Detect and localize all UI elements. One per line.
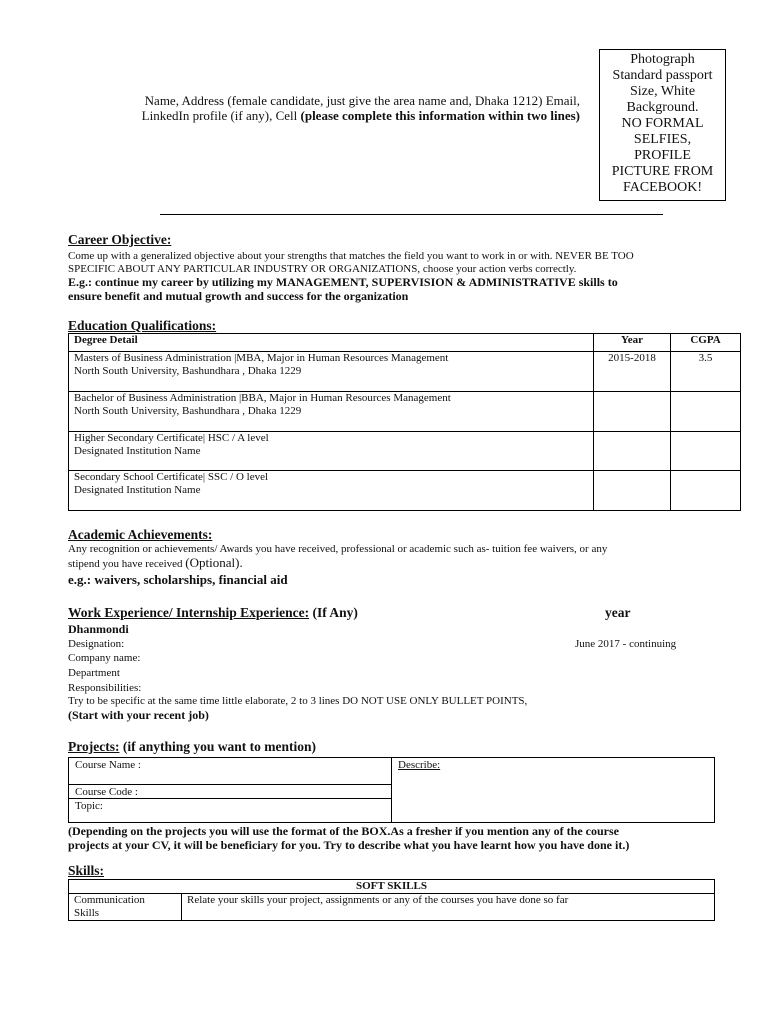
academic-example: e.g.: waivers, scholarships, financial aid (68, 572, 288, 587)
project-divider-vertical (391, 758, 392, 822)
work-designation: Designation: (68, 638, 125, 650)
contact-line-1: Name, Address (female candidate, just give the area name and, Dhaka 1212) Email, (144, 93, 580, 108)
academic-line-2 (68, 556, 748, 571)
degree-title: Bachelor of Business Administration |BBA, Major in Human Resources Management (74, 392, 451, 404)
topic-label: Topic: (75, 800, 103, 812)
degree-cgpa (671, 471, 741, 511)
photo-line: Size, White (629, 84, 696, 99)
education-heading: Education Qualifications: (68, 318, 217, 333)
work-year-label: year (605, 605, 631, 620)
career-example-line-1: E.g.: continue my career by utilizing my MANAGEMENT, SUPERVISION & ADMINISTRATIVE skills to (68, 275, 618, 289)
degree-cgpa: 3.5 (671, 352, 741, 392)
degree-institution: Designated Institution Name (74, 445, 201, 457)
col-degree: Degree Detail (69, 334, 594, 352)
degree-institution: Designated Institution Name (74, 484, 201, 496)
skill-name (69, 894, 182, 921)
photo-line: NO FORMAL (621, 116, 704, 131)
career-line-2: SPECIFIC ABOUT ANY PARTICULAR INDUSTRY OR ORGANIZATIONS, choose your action verbs correctly. (68, 263, 577, 275)
table-row (69, 392, 741, 432)
education-table (68, 333, 741, 511)
describe-label: Describe: (398, 759, 441, 771)
projects-note-line-1: (Depending on the projects you will use the format of the BOX.As a fresher if you mention any of the course (68, 824, 619, 838)
work-department: Department (68, 667, 120, 679)
table-row (69, 432, 741, 471)
academic-optional: (Optional). (185, 555, 243, 570)
contact-line-2-text: LinkedIn profile (if any), Cell (141, 108, 301, 123)
project-divider-1 (69, 784, 391, 785)
table-row (69, 352, 741, 392)
work-company: Company name: (68, 652, 141, 664)
contact-line-2 (60, 108, 580, 123)
degree-institution: North South University, Bashundhara , Dhaka 1229 (74, 405, 302, 417)
col-year: Year (594, 334, 671, 352)
projects-heading-text: Projects: (68, 739, 120, 754)
degree-year: 2015-2018 (594, 352, 671, 392)
col-cgpa: CGPA (671, 334, 741, 352)
skill-description: Relate your skills your project, assignments or any of the courses you have done so far (182, 894, 715, 921)
academic-line-1: Any recognition or achievements/ Awards you have received, professional or academic such as- tuition fee waivers, or any (68, 543, 608, 555)
photo-line: Photograph (630, 52, 695, 67)
photo-line: Standard passport (612, 68, 713, 83)
photo-box (599, 49, 726, 201)
degree-year (594, 471, 671, 511)
skills-table (68, 879, 715, 921)
academic-text (68, 543, 748, 571)
skill-name-line-1: Communication (74, 894, 145, 906)
table-row (69, 894, 715, 921)
career-example (68, 275, 748, 303)
work-recent-note: (Start with your recent job) (68, 708, 209, 722)
projects-note-line-2: projects at your CV, it will be beneficiary for you. Try to describe what you have learnt how you have done it.) (68, 838, 630, 852)
skills-heading: Skills: (68, 863, 105, 878)
photo-line: FACEBOOK! (622, 180, 703, 195)
skill-name-line-2: Skills (74, 907, 100, 919)
work-heading-tail: (If Any) (309, 605, 358, 620)
work-location: Dhanmondi (68, 622, 129, 636)
projects-note (68, 824, 758, 852)
projects-heading-tail: (if anything you want to mention) (119, 739, 316, 754)
degree-institution: North South University, Bashundhara , Dhaka 1229 (74, 365, 302, 377)
degree-title: Secondary School Certificate| SSC / O level (74, 471, 269, 483)
course-code-label: Course Code : (75, 786, 138, 798)
table-row (69, 471, 741, 511)
project-box (68, 757, 715, 823)
contact-line-2-instruction: (please complete this information within two lines) (300, 108, 580, 123)
degree-title: Higher Secondary Certificate| HSC / A level (74, 432, 269, 444)
degree-year (594, 392, 671, 432)
work-description: Try to be specific at the same time little elaborate, 2 to 3 lines DO NOT USE ONLY BULLET POINTS, (68, 695, 528, 707)
soft-skills-title: SOFT SKILLS (69, 880, 715, 894)
work-period: June 2017 - continuing (575, 638, 677, 650)
contact-info (60, 93, 580, 123)
projects-heading (68, 739, 316, 755)
degree-cgpa (671, 432, 741, 471)
course-name-label: Course Name : (75, 759, 141, 771)
photo-line: Background. (626, 100, 699, 115)
photo-line: PROFILE (634, 148, 691, 163)
academic-line-2-text: stipend you have received (68, 558, 186, 570)
degree-year (594, 432, 671, 471)
career-example-line-2: ensure benefit and mutual growth and success for the organization (68, 289, 409, 303)
career-heading: Career Objective: (68, 232, 172, 247)
photo-line: SELFIES, (633, 132, 692, 147)
work-heading-text: Work Experience/ Internship Experience: (68, 605, 310, 620)
degree-title: Masters of Business Administration |MBA, Major in Human Resources Management (74, 352, 449, 364)
career-objective-text (68, 250, 748, 276)
career-line-1: Come up with a generalized objective about your strengths that matches the field you want to work in or with. NEVER BE TOO (68, 250, 634, 262)
photo-line: PICTURE FROM (611, 164, 714, 179)
header-divider (160, 214, 663, 215)
degree-cgpa (671, 392, 741, 432)
work-responsibilities: Responsibilities: (68, 682, 142, 694)
academic-heading: Academic Achievements: (68, 527, 213, 542)
work-heading (68, 605, 358, 621)
